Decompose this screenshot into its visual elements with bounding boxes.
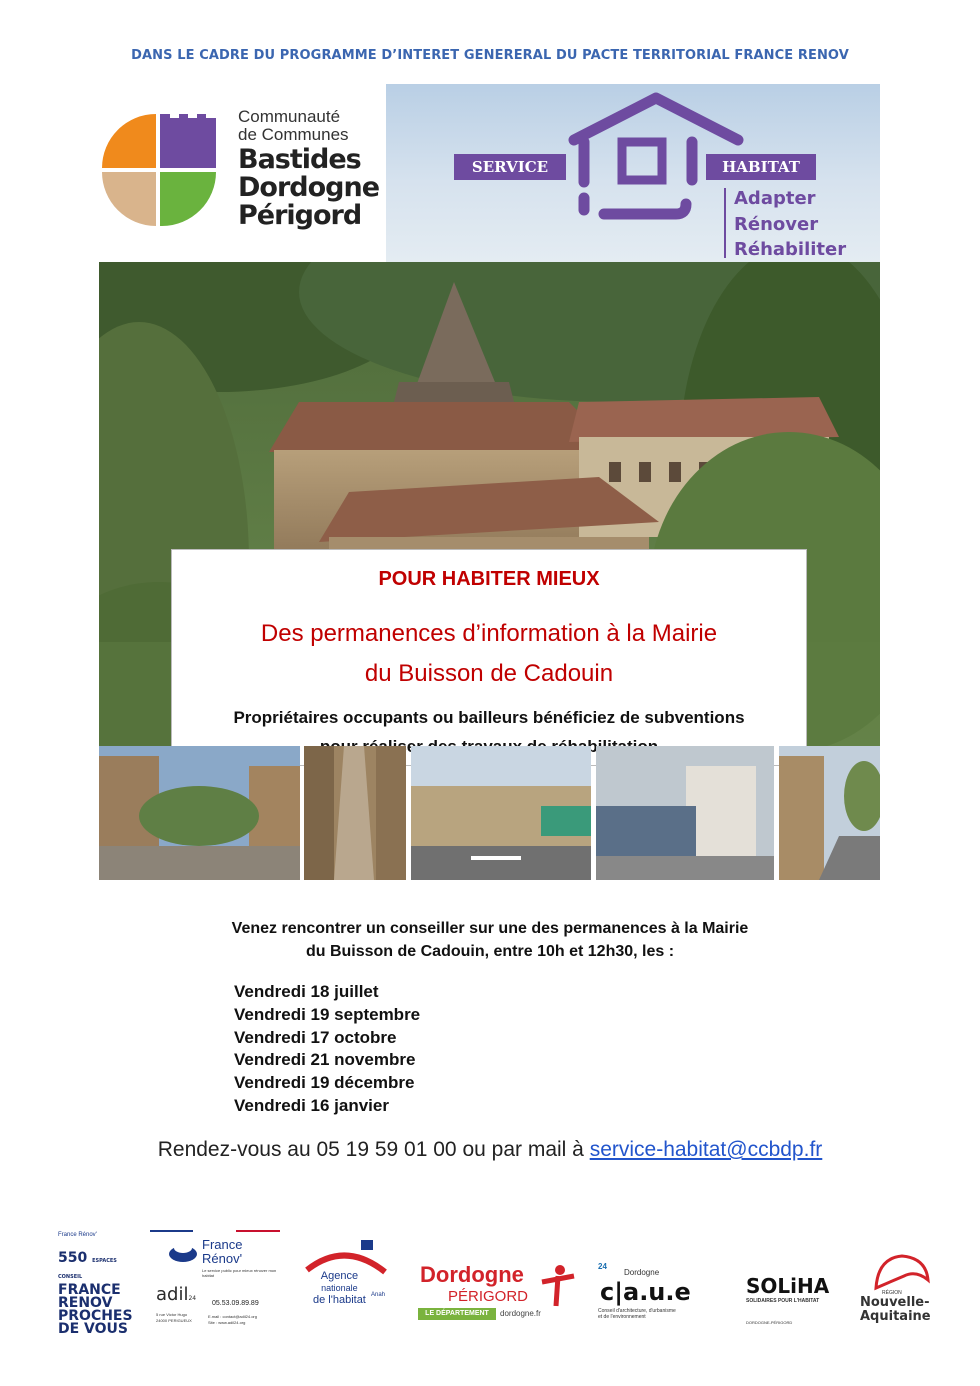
thumbnail-mairie-building — [596, 746, 774, 880]
date-item: Vendredi 17 octobre — [234, 1027, 397, 1047]
anah-tag: Anah — [371, 1292, 386, 1298]
caue-sub2: et de l'environnement — [598, 1314, 646, 1320]
thumbnail-village-square — [99, 746, 300, 880]
frs-line5: DE VOUS — [58, 1321, 128, 1337]
frs-line2: FRANCE — [58, 1282, 121, 1298]
logo-green-quadrant — [160, 172, 216, 226]
date-item: Vendredi 21 novembre — [234, 1050, 416, 1070]
verb-rehabiliter: Réhabiliter — [734, 239, 847, 260]
logo-text-line2: de Communes — [238, 125, 349, 144]
logo-orange-quadrant — [102, 114, 156, 168]
region-line2: Aquitaine — [860, 1309, 931, 1324]
verb-divider — [724, 188, 726, 258]
logo-text-line3: Bastides — [238, 144, 361, 175]
logo-text-line1: Communauté — [238, 107, 341, 126]
service-habitat-banner — [386, 84, 880, 262]
program-banner: DANS LE CADRE DU PROGRAMME D’INTERET GENERERAL DU PACTE TERRITORIAL FRANCE RENOV — [131, 48, 849, 63]
soliha-logo — [744, 1274, 834, 1334]
thumbnail-village-road — [779, 746, 880, 880]
france-renov-adil-logo — [150, 1230, 280, 1330]
anah-line1: Agence — [320, 1270, 359, 1282]
adil-site: Site : www.adil24.org — [208, 1320, 246, 1325]
logo-crenel — [188, 110, 197, 118]
subtitle-line1: Des permanences d’information à la Mairie — [260, 620, 718, 647]
anah-line3: de l'habitat — [313, 1294, 366, 1306]
adil-email: E.mail : contact@adil24.org — [208, 1314, 257, 1319]
body-line1: Propriétaires occupants ou bailleurs bénéficiez de subventions — [233, 708, 745, 727]
nouvelle-aquitaine-logo — [860, 1252, 940, 1336]
caue-dept: Dordogne — [624, 1268, 660, 1277]
dordogne-line1: Dordogne — [420, 1262, 524, 1287]
logo-purple-quadrant — [160, 114, 216, 168]
frs-line4: PROCHES — [58, 1308, 133, 1324]
date-item: Vendredi 19 septembre — [234, 1004, 421, 1024]
dordogne-perigord-logo — [418, 1262, 578, 1322]
frs-line1: 550 — [58, 1250, 88, 1266]
dordogne-line2: PÉRIGORD — [448, 1288, 529, 1305]
service-label: SERVICE — [454, 154, 566, 180]
title-box — [171, 549, 807, 766]
logo-crenel — [206, 110, 216, 118]
caue-logo — [598, 1262, 738, 1322]
adil-sub: 24 — [188, 1295, 197, 1302]
thumbnail-stone-lane — [304, 746, 406, 880]
france-renov-brand: France Rénov' — [58, 1232, 97, 1238]
soliha-sub: SOLIDAIRES POUR L'HABITAT — [746, 1298, 820, 1304]
date-item: Vendredi 19 décembre — [234, 1073, 415, 1093]
anah-logo — [305, 1240, 390, 1320]
frs-line1b: ESPACES CONSEIL — [58, 1258, 117, 1280]
soliha-dept: DORDOGNE-PÉRIGORD — [746, 1320, 793, 1325]
logo-beige-quadrant — [102, 172, 156, 226]
logo-text-line5: Périgord — [238, 200, 362, 231]
soliha-name: SOLiHA — [746, 1274, 830, 1298]
verb-renover: Rénover — [734, 214, 819, 235]
dordogne-band: LE DÉPARTEMENT — [418, 1308, 496, 1320]
date-item: Vendredi 16 janvier — [234, 1095, 389, 1115]
contact-email-link[interactable]: service-habitat@ccbdp.fr — [589, 1138, 823, 1161]
adil-name: adil — [156, 1284, 189, 1305]
flag-strip — [150, 1230, 280, 1232]
contact-line — [0, 1138, 980, 1162]
thumbnail-main-street — [411, 746, 591, 880]
caue-num: 24 — [598, 1262, 607, 1271]
logo-crenel — [170, 110, 179, 118]
contact-prefix: Rendez-vous au 05 19 59 01 00 ou par mail à — [157, 1138, 590, 1161]
adil-phone: 05.53.09.89.89 — [212, 1300, 259, 1307]
date-item: Vendredi 18 juillet — [234, 982, 379, 1001]
region-lion-icon — [866, 1252, 936, 1292]
adil-address1: 5 rue Victor Hugo — [156, 1312, 188, 1317]
france-renov-icon — [168, 1240, 198, 1262]
caue-name: c|a.u.e — [600, 1278, 691, 1306]
region-line1: Nouvelle- — [860, 1295, 930, 1310]
dordogne-figure-icon — [538, 1262, 578, 1308]
subtitle-line2: du Buisson de Cadouin — [364, 660, 614, 687]
caue-sub1: Conseil d'architecture, d'urbanisme — [598, 1308, 676, 1314]
anah-line2: nationale — [321, 1283, 358, 1293]
dordogne-site: dordogne.fr — [500, 1309, 541, 1318]
adil-address2: 24000 PERIGUEUX — [156, 1318, 192, 1323]
france-renov-550-logo — [58, 1232, 138, 1337]
habitat-label: HABITAT — [706, 154, 816, 180]
frs-line3: RENOV — [58, 1295, 113, 1311]
intro-line2: du Buisson de Cadouin, entre 10h et 12h30, les : — [305, 943, 675, 960]
fr-brand-line2: Rénov' — [202, 1251, 243, 1266]
fr-tagline: Le service public pour mieux rénover mon habitat — [202, 1268, 277, 1278]
headline: POUR HABITER MIEUX — [378, 568, 600, 590]
fr-brand-line1: France — [202, 1237, 243, 1252]
logo-text-line4: Dordogne — [238, 172, 380, 203]
dates-list — [234, 981, 420, 1118]
verb-adapter: Adapter — [734, 188, 816, 209]
region-small: RÉGION — [882, 1290, 902, 1296]
intro-line1: Venez rencontrer un conseiller sur une des permanences à la Mairie — [231, 920, 749, 937]
ccbdp-logo — [98, 84, 386, 262]
